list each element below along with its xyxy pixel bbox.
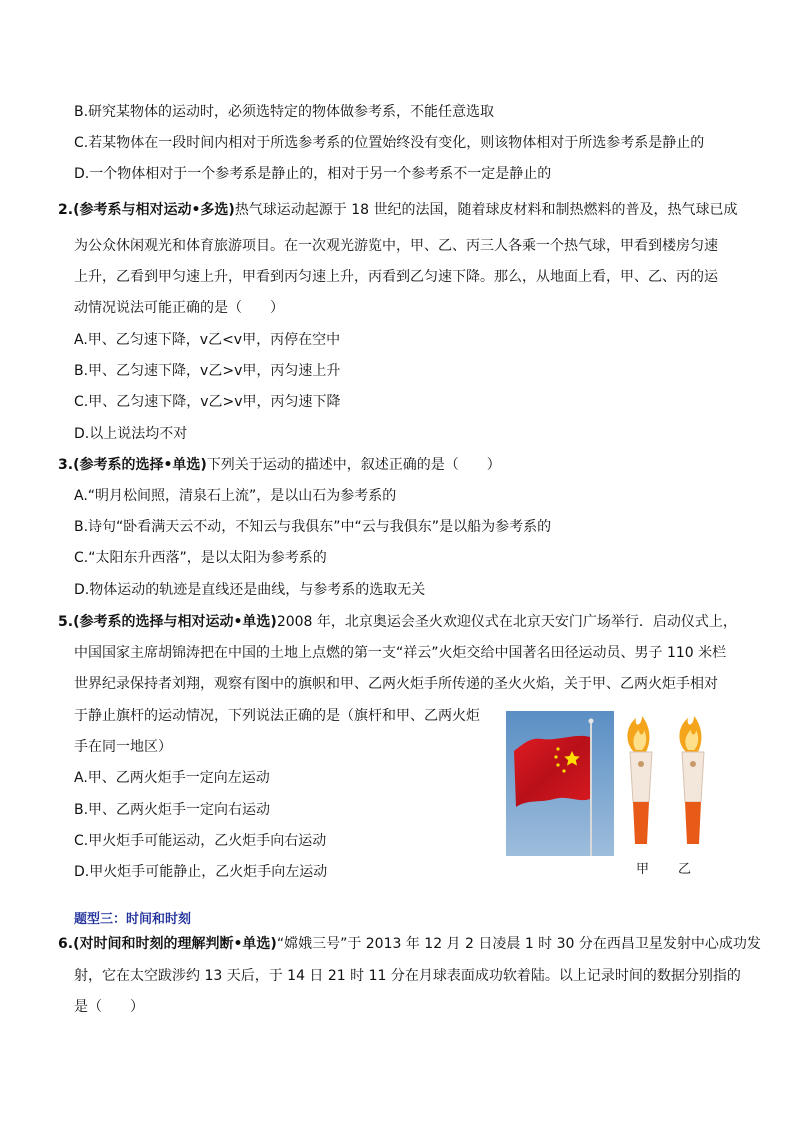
flag-photo <box>506 711 614 856</box>
q3-option-d: D.物体运动的轨迹是直线还是曲线，与参考系的选取无关 <box>74 582 426 598</box>
q2-stem-line-1 <box>58 200 738 220</box>
q6-stem-line-1 <box>58 934 761 954</box>
q3-option-c: C.“太阳东升西落”，是以太阳为参考系的 <box>74 550 327 566</box>
q3-option-b: B.诗句“卧看满天云不动，不知云与我俱东”中“云与我俱东”是以船为参考系的 <box>74 519 552 535</box>
q1-option-d: D.一个物体相对于一个参考系是静止的，相对于另一个参考系不一定是静止的 <box>74 166 552 182</box>
q3-tag: (参考系的选择•单选) <box>73 457 207 473</box>
q6-tag: (对时间和时刻的理解判断•单选) <box>73 936 277 952</box>
q5-option-c: C.甲火炬手可能运动，乙火炬手向右运动 <box>74 833 327 849</box>
q2-option-b: B.甲、乙匀速下降，v乙>v甲，丙匀速上升 <box>74 363 341 379</box>
section-title: 题型三：时间和时刻 <box>74 912 192 927</box>
torch-illustration <box>622 704 732 879</box>
q5-option-a: A.甲、乙两火炬手一定向左运动 <box>74 770 270 786</box>
q6-stem-line-3: 是（ ） <box>74 999 144 1015</box>
q5-stem-line-4: 于静止旗杆的运动情况，下列说法正确的是（旗杆和甲、乙两火炬 <box>74 708 480 724</box>
q2-option-a: A.甲、乙匀速下降，v乙<v甲，丙停在空中 <box>74 332 341 348</box>
q5-stem-line-3: 世界纪录保持者刘翔，观察有图中的旗帜和甲、乙两火炬手所传递的圣火火焰，关于甲、乙两火炬手相对 <box>74 676 718 692</box>
q5-tag: (参考系的选择与相对运动•单选) <box>73 614 277 630</box>
q1-option-b: B.研究某物体的运动时，必须选特定的物体做参考系，不能任意选取 <box>74 104 495 120</box>
q5-number: 5. <box>58 614 74 630</box>
q5-stem-text: 2008 年，北京奥运会圣火欢迎仪式在北京天安门广场举行．启动仪式上， <box>276 614 737 630</box>
torch-drawings <box>622 704 732 854</box>
q2-stem-line-3: 上升，乙看到甲匀速上升，甲看到丙匀速上升，丙看到乙匀速下降。那么，从地面上看，甲、乙、丙的运 <box>74 269 718 285</box>
q3-stem-text: 下列关于运动的描述中，叙述正确的是（ ） <box>206 457 501 473</box>
q5-option-b: B.甲、乙两火炬手一定向右运动 <box>74 802 271 818</box>
q6-number: 6. <box>58 936 74 952</box>
q2-stem-line-4: 动情况说法可能正确的是（ ） <box>74 300 284 316</box>
q2-option-c: C.甲、乙匀速下降，v乙>v甲，丙匀速下降 <box>74 394 341 410</box>
torch-label-yi: 乙 <box>678 862 692 877</box>
q2-option-d: D.以上说法均不对 <box>74 426 188 442</box>
q5-stem-line-2: 中国国家主席胡锦涛把在中国的土地上点燃的第一支“祥云”火炬交给中国著名田径运动员、男子 110 米栏 <box>74 645 727 661</box>
q3-stem <box>58 455 501 475</box>
q3-number: 3. <box>58 457 74 473</box>
q2-stem-text: 热气球运动起源于 18 世纪的法国，随着球皮材料和制热燃料的普及，热气球已成 <box>234 202 738 218</box>
q5-stem-line-1 <box>58 612 737 632</box>
q2-stem-line-2: 为公众休闲观光和体育旅游项目。在一次观光游览中，甲、乙、丙三人各乘一个热气球，甲看到楼房匀速 <box>74 238 718 254</box>
q1-option-c: C.若某物体在一段时间内相对于所选参考系的位置始终没有变化，则该物体相对于所选参考系是静止的 <box>74 135 705 151</box>
q2-number: 2. <box>58 202 74 218</box>
q2-tag: (参考系与相对运动•多选) <box>73 202 235 218</box>
torch-label-jia: 甲 <box>636 862 650 877</box>
q6-stem-text: “嫦娥三号”于 2013 年 12 月 2 日凌晨 1 时 30 分在西昌卫星发射中心成功发 <box>276 936 761 952</box>
q3-option-a: A.“明月松间照，清泉石上流”，是以山石为参考系的 <box>74 488 397 504</box>
q5-option-d: D.甲火炬手可能静止，乙火炬手向左运动 <box>74 864 328 880</box>
flag-illustration <box>506 711 614 856</box>
q6-stem-line-2: 射，它在太空跋涉约 13 天后，于 14 日 21 时 11 分在月球表面成功软着陆。以上记录时间的数据分别指的 <box>74 968 741 984</box>
q5-stem-line-5: 手在同一地区） <box>74 739 172 755</box>
